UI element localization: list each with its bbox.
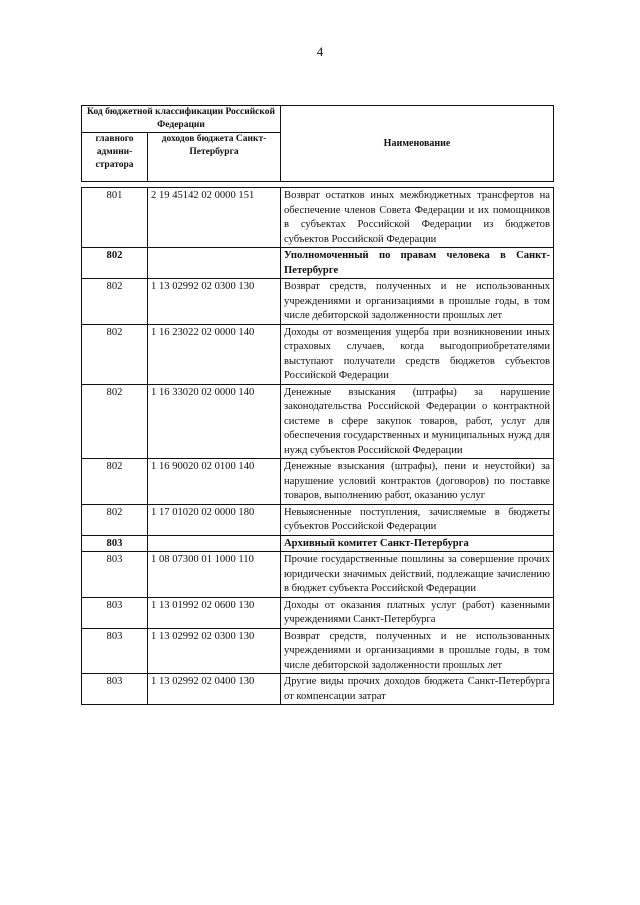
- table-row: [82, 384, 554, 459]
- name-cell: Архивный комитет Санкт-Петербурга: [281, 535, 554, 552]
- name-cell: Возврат остатков иных межбюджетных трансфертов на обеспечение членов Совета Федерации и их помощников в субъектах Российской Федерации из бюджетов субъектов Российской Федерации: [281, 188, 554, 248]
- table-row: [82, 504, 554, 535]
- page-number: 4: [316, 44, 324, 59]
- income-code-cell: 2 19 45142 02 0000 151: [148, 188, 281, 248]
- name-cell: Доходы от оказания платных услуг (работ) казенными учреждениями Санкт-Петербурга: [281, 597, 554, 628]
- admin-code-cell: 801: [82, 188, 148, 248]
- admin-code-cell: 803: [82, 628, 148, 674]
- table-section-row: [82, 248, 554, 279]
- name-cell: Денежные взыскания (штрафы) за нарушение законодательства Российской Федерации о контрактной системе в сфере закупок товаров, работ, услуг для обеспечения государственных и муниципальных нужд для нужд субъектов Российской Федерации: [281, 384, 554, 459]
- admin-code-cell: 802: [82, 504, 148, 535]
- name-cell: Другие виды прочих доходов бюджета Санкт-Петербурга от компенсации затрат: [281, 674, 554, 705]
- admin-code-cell: 803: [82, 552, 148, 598]
- income-code-cell: 1 13 01992 02 0600 130: [148, 597, 281, 628]
- name-cell: Прочие государственные пошлины за совершение прочих юридически значимых действий, подлежащие зачислению в бюджет субъекта Российской Федерации: [281, 552, 554, 598]
- name-cell: Невыясненные поступления, зачисляемые в бюджеты субъектов Российской Федерации: [281, 504, 554, 535]
- income-code-cell: 1 16 33020 02 0000 140: [148, 384, 281, 459]
- income-code-cell: 1 16 23022 02 0000 140: [148, 324, 281, 384]
- income-code-cell: 1 17 01020 02 0000 180: [148, 504, 281, 535]
- admin-code-cell: 802: [82, 384, 148, 459]
- header-income-column: доходов бюджета Санкт-Петербурга: [148, 133, 281, 182]
- income-code-cell: [148, 248, 281, 279]
- table-section-row: [82, 535, 554, 552]
- table-row: [82, 552, 554, 598]
- table-header: [81, 105, 554, 182]
- admin-code-cell: 803: [82, 674, 148, 705]
- classification-table: [81, 187, 554, 705]
- table-row: [82, 597, 554, 628]
- income-code-cell: 1 13 02992 02 0300 130: [148, 279, 281, 325]
- income-code-cell: 1 16 90020 02 0100 140: [148, 459, 281, 505]
- table-row: [82, 324, 554, 384]
- income-code-cell: 1 08 07300 01 1000 110: [148, 552, 281, 598]
- income-code-cell: [148, 535, 281, 552]
- table-row: [82, 628, 554, 674]
- admin-code-cell: 802: [82, 459, 148, 505]
- name-cell: Доходы от возмещения ущерба при возникновении иных страховых случаев, когда выгодоприобретателями выступают получатели средств бюджетов субъектов Российской Федерации: [281, 324, 554, 384]
- table-row: [82, 674, 554, 705]
- table-row: [82, 188, 554, 248]
- name-cell: Денежные взыскания (штрафы), пени и неустойки) за нарушение условий контрактов (договоров) по поставке товаров, выполнению работ, оказанию услуг: [281, 459, 554, 505]
- admin-code-cell: 802: [82, 279, 148, 325]
- admin-code-cell: 802: [82, 248, 148, 279]
- admin-code-cell: 803: [82, 597, 148, 628]
- admin-code-cell: 802: [82, 324, 148, 384]
- header-name-column: Наименование: [281, 106, 554, 182]
- name-cell: Возврат средств, полученных и не использованных учреждениями и организациями в прошлые годы, в том числе дебиторской задолженности прошлых лет: [281, 279, 554, 325]
- name-cell: Возврат средств, полученных и не использованных учреждениями и организациями в прошлые годы, в том числе дебиторской задолженности прошлых лет: [281, 628, 554, 674]
- income-code-cell: 1 13 02992 02 0300 130: [148, 628, 281, 674]
- table-row: [82, 459, 554, 505]
- table-row: [82, 279, 554, 325]
- name-cell: Уполномоченный по правам человека в Санкт-Петербурге: [281, 248, 554, 279]
- income-code-cell: 1 13 02992 02 0400 130: [148, 674, 281, 705]
- header-group-title: Код бюджетной классификации Российской Федерации: [82, 106, 281, 133]
- admin-code-cell: 803: [82, 535, 148, 552]
- header-admin-column: главного админи-стратора: [82, 133, 148, 182]
